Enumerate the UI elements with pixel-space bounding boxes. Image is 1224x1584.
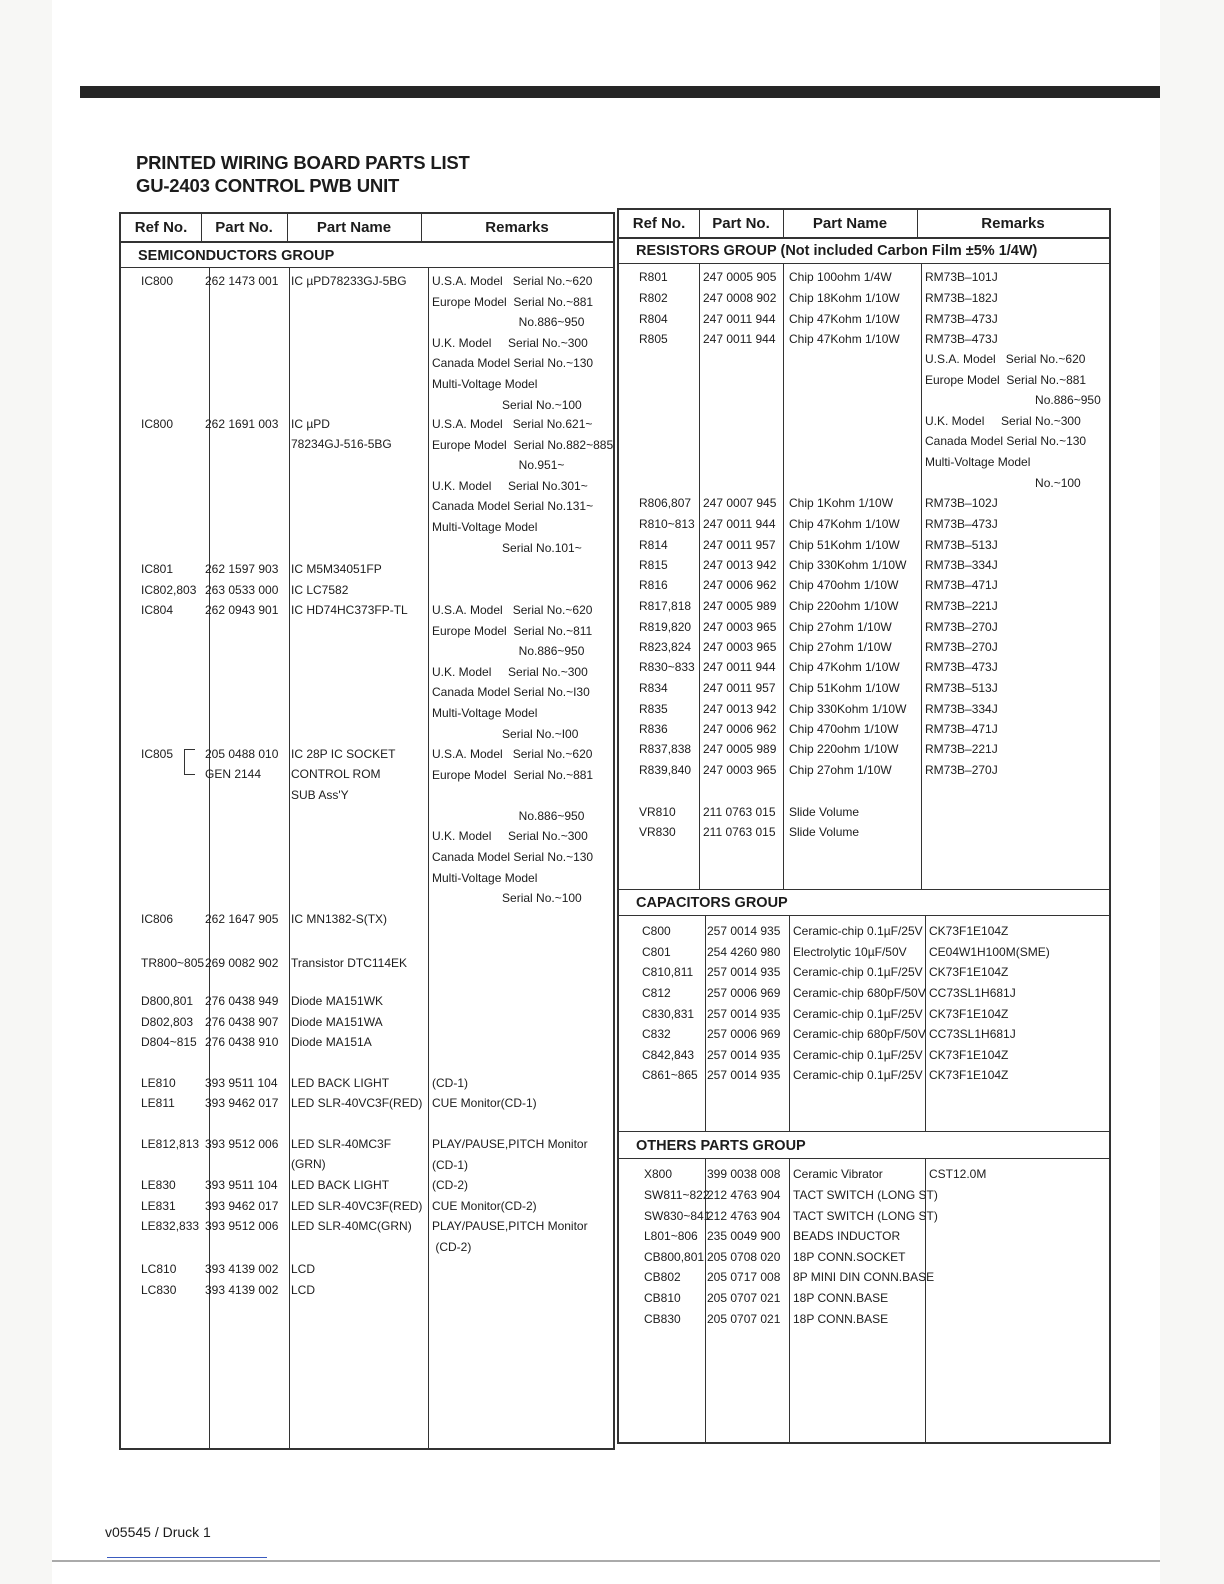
part-name: Chip 47Kohm 1/10W (789, 332, 900, 346)
part-no: 257 0014 935 (707, 965, 781, 979)
part-name: LED SLR-40VC3F(RED) (291, 1096, 423, 1110)
remarks: U.S.A. Model Serial No.~620 Europe Model Serial No.~881 No.886~950 U.K. Model Serial No.~300 Canada Model Serial No.~130 Multi-Voltage Model Serial No.~100 (432, 274, 594, 412)
part-name: Chip 27ohm 1/10W (789, 640, 892, 654)
part-name: TACT SWITCH (LONG ST) (793, 1209, 938, 1223)
ref-no: LE811 (141, 1096, 175, 1110)
ref-no: LC810 (141, 1262, 177, 1276)
part-no: 276 0438 910 (205, 1035, 279, 1049)
table-row (619, 942, 1109, 962)
col-remarks: Remarks (485, 219, 549, 236)
part-name: 18P CONN.BASE (793, 1312, 889, 1326)
table-row (619, 1288, 1109, 1308)
part-no: 247 0003 965 (703, 763, 777, 777)
table-row (619, 760, 1109, 780)
part-name: Chip 27ohm 1/10W (789, 763, 892, 777)
group-heading: OTHERS PARTS GROUP (636, 1138, 806, 1154)
remarks: RM73B–221J (925, 599, 998, 613)
part-no: 247 0011 957 (703, 681, 776, 695)
table-row (619, 739, 1109, 759)
ref-no: D800,801 (141, 994, 194, 1008)
ref-no: C800 (642, 924, 671, 938)
remarks: RM73B–101J (925, 270, 998, 284)
remarks: CK73F1E104Z (929, 924, 1009, 938)
part-no: 262 1473 001 (205, 274, 279, 288)
part-name: LED SLR-40MC(GRN) (291, 1219, 412, 1233)
remarks: CK73F1E104Z (929, 1048, 1009, 1062)
ref-no: CB800,801 (644, 1250, 705, 1264)
remarks: U.S.A. Model Serial No.621~ Europe Model Serial No.882~885 No.951~ U.K. Model Serial No.301~ Canada Model Serial No.131~ Multi-Voltage Model Serial No.101~ (432, 417, 614, 555)
part-name: Chip 330Kohm 1/10W (789, 702, 907, 716)
part-no: 262 0943 901 (205, 603, 279, 617)
part-no: 262 1597 903 (205, 562, 279, 576)
part-name: Chip 100ohm 1/4W (789, 270, 892, 284)
remarks: RM73B–334J (925, 558, 998, 572)
table-row (121, 1032, 613, 1052)
table-row (619, 267, 1109, 287)
part-name: IC M5M34051FP (291, 562, 382, 576)
remarks: RM73B–182J (925, 291, 998, 305)
part-name: Transistor DTC114EK (291, 956, 408, 970)
table-row (619, 962, 1109, 982)
ref-no: SW830~841 (644, 1209, 711, 1223)
part-no: 393 9462 017 (205, 1199, 279, 1213)
table-row (619, 575, 1109, 595)
part-no: 205 0488 010 (205, 747, 279, 761)
page-edge (52, 1560, 1160, 1562)
remarks: CK73F1E104Z (929, 1007, 1009, 1021)
part-name: LED BACK LIGHT (291, 1076, 390, 1090)
ref-no: R823,824 (639, 640, 692, 654)
part-name: LED SLR-40MC3F (291, 1137, 392, 1151)
remarks: CC73SL1H681J (929, 1027, 1016, 1041)
part-no: 393 9512 006 (205, 1137, 279, 1151)
remarks: U.S.A. Model Serial No.~620 Europe Model Serial No.~811 No.886~950 U.K. Model Serial No.~300 Canada Model Serial No.~I30 Multi-Voltage Model Serial No.~I00 (432, 603, 593, 741)
part-no: 276 0438 907 (205, 1015, 279, 1029)
ref-no: IC801 (141, 562, 174, 576)
part-name: Ceramic-chip 0.1µF/25V (793, 924, 923, 938)
remarks: CUE Monitor(CD-1) (432, 1096, 537, 1110)
table-row (121, 580, 613, 600)
part-name: Diode MA151WA (291, 1015, 383, 1029)
part-name: IC µPD78233GJ-5BG (291, 274, 407, 288)
remarks: RM73B–270J (925, 620, 998, 634)
part-name: 18P CONN.SOCKET (793, 1250, 906, 1264)
table-row (619, 1185, 1109, 1205)
ref-no: TR800~805 (141, 956, 205, 970)
remarks: RM73B–102J (925, 496, 998, 510)
remarks: CK73F1E104Z (929, 1068, 1009, 1082)
ref-no: IC805 (141, 747, 174, 761)
part-no: 205 0717 008 (707, 1270, 781, 1284)
part-name: Slide Volume (789, 805, 860, 819)
table-row (619, 1226, 1109, 1246)
ref-no: R835 (639, 702, 668, 716)
ref-no: L801~806 (644, 1229, 698, 1243)
ref-no: R837,838 (639, 742, 692, 756)
part-name: IC HD74HC373FP-TL (291, 603, 408, 617)
part-no: 257 0014 935 (707, 924, 781, 938)
part-no: 247 0005 905 (703, 270, 777, 284)
ref-no: CB830 (644, 1312, 681, 1326)
table-row (619, 1065, 1109, 1085)
ref-no: C812 (642, 986, 671, 1000)
table-row (619, 699, 1109, 719)
table-row (619, 329, 1109, 349)
table-header (121, 214, 613, 243)
table-row (619, 1206, 1109, 1226)
table-row (121, 1280, 613, 1300)
part-name: Chip 27ohm 1/10W (789, 620, 892, 634)
part-no: 212 4763 904 (707, 1188, 781, 1202)
table-row (121, 1073, 613, 1093)
ref-no: C830,831 (642, 1007, 695, 1021)
part-no: 393 9511 104 (205, 1076, 278, 1090)
table-row (121, 1196, 613, 1216)
remarks: CUE Monitor(CD-2) (432, 1199, 537, 1213)
remarks: CE04W1H100M(SME) (929, 945, 1050, 959)
part-no: 254 4260 980 (707, 945, 781, 959)
remarks: RM73B–471J (925, 578, 998, 592)
remarks: RM73B–473J (925, 332, 998, 346)
table-row (619, 678, 1109, 698)
part-name: Chip 51Kohm 1/10W (789, 538, 900, 552)
part-no: 205 0707 021 (707, 1312, 781, 1326)
group-heading: SEMICONDUCTORS GROUP (138, 248, 335, 264)
part-name: Chip 1Kohm 1/10W (789, 496, 894, 510)
part-no: 257 0014 935 (707, 1068, 781, 1082)
ref-no: LE810 (141, 1076, 176, 1090)
col-part-no: Part No. (215, 219, 273, 236)
table-row (619, 1267, 1109, 1287)
remarks: RM73B–473J (925, 660, 998, 674)
table-row (619, 617, 1109, 637)
part-name-line2: 78234GJ-516-5BG (291, 437, 392, 451)
ref-no: VR810 (639, 805, 676, 819)
ref-no: IC802,803 (141, 583, 197, 597)
part-name: Chip 47Kohm 1/10W (789, 517, 900, 531)
ref-no: D804~815 (141, 1035, 197, 1049)
remarks: CC73SL1H681J (929, 986, 1016, 1000)
ref-no: IC804 (141, 603, 174, 617)
part-no: 247 0005 989 (703, 742, 777, 756)
part-no: 393 9462 017 (205, 1096, 279, 1110)
part-name: LCD (291, 1262, 316, 1276)
table-header (619, 210, 1109, 239)
table-row (619, 1309, 1109, 1329)
table-row (619, 657, 1109, 677)
ref-no: LE832,833 (141, 1219, 200, 1233)
part-no: 247 0011 944 (703, 660, 776, 674)
remarks: RM73B–334J (925, 702, 998, 716)
part-no: 257 0006 969 (707, 1027, 781, 1041)
resistors-capacitors-others-table (617, 208, 1111, 1444)
ref-no: LE831 (141, 1199, 176, 1213)
part-no: 247 0005 989 (703, 599, 777, 613)
ref-no: D802,803 (141, 1015, 194, 1029)
part-name: LED BACK LIGHT (291, 1178, 390, 1192)
table-row (619, 555, 1109, 575)
ref-no: LC830 (141, 1283, 177, 1297)
table-row (121, 909, 613, 929)
remarks: RM73B–270J (925, 640, 998, 654)
ref-no: IC800 (141, 274, 174, 288)
table-row (619, 1164, 1109, 1184)
ref-no: R810~813 (639, 517, 695, 531)
table-row (619, 822, 1109, 842)
remarks: U.S.A. Model Serial No.~620 Europe Model Serial No.~881 No.886~950 U.K. Model Serial No.~300 Canada Model Serial No.~130 Multi-Voltage Model Serial No.~100 (432, 747, 594, 906)
part-name: Chip 330Kohm 1/10W (789, 558, 907, 572)
col-part-name: Part Name (316, 219, 392, 236)
col-remarks: Remarks (981, 215, 1045, 232)
ref-no: C810,811 (642, 965, 694, 979)
part-name: IC LC7582 (291, 583, 349, 597)
part-name: Chip 470ohm 1/10W (789, 578, 899, 592)
ref-no: CB802 (644, 1270, 681, 1284)
group-heading: CAPACITORS GROUP (636, 895, 788, 911)
remarks: RM73B–513J (925, 681, 998, 695)
ref-no: R839,840 (639, 763, 692, 777)
table-row (121, 559, 613, 579)
ref-no: R801 (639, 270, 668, 284)
part-no: 235 0049 900 (707, 1229, 781, 1243)
part-name-line3: SUB Ass'Y (291, 788, 349, 802)
part-no: 257 0014 935 (707, 1048, 781, 1062)
table-row (121, 1012, 613, 1032)
table-row (121, 1093, 613, 1113)
part-no: 247 0007 945 (703, 496, 777, 510)
table-row (619, 1247, 1109, 1267)
part-no: 262 1691 003 (205, 417, 279, 431)
part-no: 262 1647 905 (205, 912, 279, 926)
col-part-no: Part No. (712, 215, 770, 232)
remarks: RM73B–473J (925, 517, 998, 531)
part-name: Chip 220ohm 1/10W (789, 599, 899, 613)
page-subtitle: GU-2403 CONTROL PWB UNIT (136, 175, 400, 196)
ref-no: SW811~822 (644, 1188, 710, 1202)
part-name: TACT SWITCH (LONG ST) (793, 1188, 938, 1202)
part-no: 257 0014 935 (707, 1007, 781, 1021)
table-row (619, 1024, 1109, 1044)
part-no: 247 0011 957 (703, 538, 776, 552)
part-no: 393 9511 104 (205, 1178, 278, 1192)
footer-text: v05545 / Druck 1 (105, 1524, 211, 1540)
ref-no: R836 (639, 722, 668, 736)
part-no: 211 0763 015 (703, 805, 776, 819)
part-no: 257 0006 969 (707, 986, 781, 1000)
part-name: 8P MINI DIN CONN.BASE (793, 1270, 935, 1284)
part-name: IC µPD (291, 417, 330, 431)
table-row (619, 288, 1109, 308)
part-name-line2: (GRN) (291, 1157, 326, 1171)
remarks: RM73B–471J (925, 722, 998, 736)
ref-no: R834 (639, 681, 668, 695)
ref-no: R804 (639, 312, 668, 326)
remarks: RM73B–270J (925, 763, 998, 777)
table-row (619, 493, 1109, 513)
col-ref-no: Ref No. (134, 219, 188, 236)
table-row (619, 802, 1109, 822)
remarks: (CD-1) (432, 1076, 468, 1090)
ref-no: LE812,813 (141, 1137, 200, 1151)
part-name: Electrolytic 10µF/50V (793, 945, 907, 959)
part-name: Ceramic-chip 0.1µF/25V (793, 1068, 923, 1082)
table-row (619, 596, 1109, 616)
ref-no: R830~833 (639, 660, 695, 674)
table-row (619, 1045, 1109, 1065)
part-name: Ceramic-chip 680pF/50V (793, 1027, 926, 1041)
part-no: 247 0011 944 (703, 312, 776, 326)
part-name: Ceramic-chip 0.1µF/25V (793, 1007, 923, 1021)
part-no: 247 0006 962 (703, 722, 777, 736)
part-no: 247 0011 944 (703, 332, 776, 346)
table-row (121, 1175, 613, 1195)
serial-remarks: U.S.A. Model Serial No.~620 Europe Model Serial No.~881 No.886~950 U.K. Model Serial No.~300 Canada Model Serial No.~130 Multi-Voltage Model No.~100 (925, 352, 1101, 490)
table-row (619, 1004, 1109, 1024)
part-no: 399 0038 008 (707, 1167, 781, 1181)
part-name: Ceramic-chip 0.1µF/25V (793, 965, 923, 979)
ref-no: R816 (639, 578, 668, 592)
part-no: 205 0708 020 (707, 1250, 781, 1264)
part-no: 263 0533 000 (205, 583, 279, 597)
part-name: Ceramic-chip 0.1µF/25V (793, 1048, 923, 1062)
part-name-line2: CONTROL ROM (291, 767, 381, 781)
part-no: 247 0008 902 (703, 291, 777, 305)
ref-no: C861~865 (642, 1068, 698, 1082)
part-name: 18P CONN.BASE (793, 1291, 889, 1305)
col-part-name: Part Name (812, 215, 888, 232)
semiconductors-table (119, 212, 615, 1450)
part-no: 247 0013 942 (703, 702, 777, 716)
part-no: 211 0763 015 (703, 825, 776, 839)
part-name: Ceramic Vibrator (793, 1167, 883, 1181)
part-name: Diode MA151A (291, 1035, 372, 1049)
ref-no: C842,843 (642, 1048, 695, 1062)
remarks: PLAY/PAUSE,PITCH Monitor (CD-2) (432, 1219, 588, 1254)
ref-no: LE830 (141, 1178, 176, 1192)
part-no-line2: GEN 2144 (205, 767, 262, 781)
col-ref-no: Ref No. (632, 215, 686, 232)
part-name: Diode MA151WK (291, 994, 384, 1008)
table-row (619, 535, 1109, 555)
part-name: IC MN1382-S(TX) (291, 912, 388, 926)
part-name: Chip 220ohm 1/10W (789, 742, 899, 756)
ref-no: R814 (639, 538, 668, 552)
bracket-mark (184, 749, 195, 775)
ref-no: R817,818 (639, 599, 692, 613)
part-name: Chip 18Kohm 1/10W (789, 291, 900, 305)
ref-no: CB810 (644, 1291, 681, 1305)
table-row (619, 983, 1109, 1003)
ref-no: VR830 (639, 825, 676, 839)
remarks: PLAY/PAUSE,PITCH Monitor (CD-1) (432, 1137, 588, 1172)
part-name: Chip 47Kohm 1/10W (789, 660, 900, 674)
part-no: 247 0006 962 (703, 578, 777, 592)
page-title: PRINTED WIRING BOARD PARTS LIST (136, 152, 470, 173)
part-name: BEADS INDUCTOR (793, 1229, 901, 1243)
table-row (619, 921, 1109, 941)
remarks: RM73B–513J (925, 538, 998, 552)
part-name: Ceramic-chip 680pF/50V (793, 986, 926, 1000)
part-no: 276 0438 949 (205, 994, 279, 1008)
part-name: Slide Volume (789, 825, 860, 839)
ref-no: R819,820 (639, 620, 692, 634)
header-rule (80, 86, 1160, 98)
ref-no: C801 (642, 945, 671, 959)
part-no: 393 4139 002 (205, 1262, 279, 1276)
ref-no: R815 (639, 558, 668, 572)
remarks: CST12.0M (929, 1167, 987, 1181)
part-no: 269 0082 902 (205, 956, 279, 970)
ref-no: IC800 (141, 417, 174, 431)
part-name: Chip 470ohm 1/10W (789, 722, 899, 736)
footer-underline (107, 1557, 267, 1558)
part-no: 212 4763 904 (707, 1209, 781, 1223)
remarks: CK73F1E104Z (929, 965, 1009, 979)
part-no: 393 9512 006 (205, 1219, 279, 1233)
part-name: LCD (291, 1283, 316, 1297)
table-row (121, 1259, 613, 1279)
ref-no: R805 (639, 332, 668, 346)
ref-no: R802 (639, 291, 668, 305)
table-row (619, 719, 1109, 739)
table-row (619, 637, 1109, 657)
part-no: 247 0011 944 (703, 517, 776, 531)
ref-no: C832 (642, 1027, 671, 1041)
part-no: 247 0003 965 (703, 620, 777, 634)
table-row (619, 514, 1109, 534)
part-no: 247 0003 965 (703, 640, 777, 654)
part-name: LED SLR-40VC3F(RED) (291, 1199, 423, 1213)
ref-no: X800 (644, 1167, 673, 1181)
part-name: Chip 47Kohm 1/10W (789, 312, 900, 326)
part-no: 393 4139 002 (205, 1283, 279, 1297)
remarks: (CD-2) (432, 1178, 468, 1192)
part-name: Chip 51Kohm 1/10W (789, 681, 900, 695)
ref-no: IC806 (141, 912, 174, 926)
part-name: IC 28P IC SOCKET (291, 747, 396, 761)
group-heading: RESISTORS GROUP (Not included Carbon Film ±5% 1/4W) (636, 243, 1038, 259)
part-no: 247 0013 942 (703, 558, 777, 572)
part-no: 205 0707 021 (707, 1291, 781, 1305)
remarks: RM73B–221J (925, 742, 998, 756)
table-row (619, 309, 1109, 329)
table-row (121, 953, 613, 973)
ref-no: R806,807 (639, 496, 692, 510)
table-row (121, 991, 613, 1011)
remarks: RM73B–473J (925, 312, 998, 326)
